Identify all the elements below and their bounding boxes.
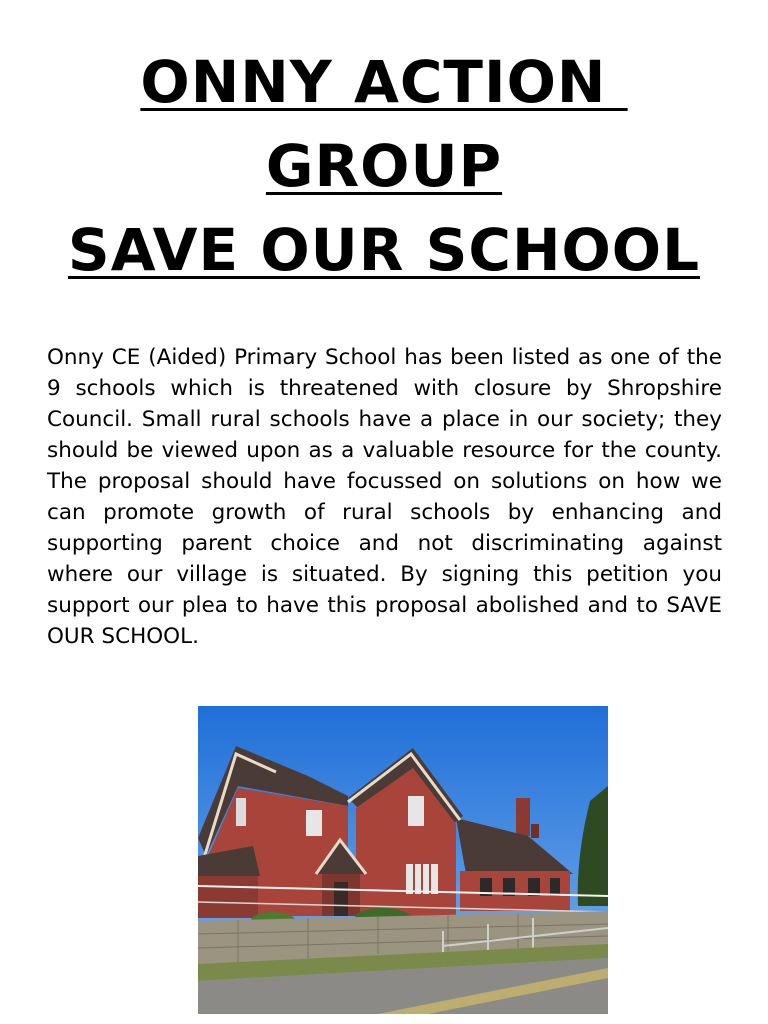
school-photo xyxy=(198,706,608,1014)
title-block xyxy=(0,40,768,292)
title-line-3: SAVE OUR SCHOOL xyxy=(67,216,701,284)
petition-paragraph: Onny CE (Aided) Primary School has been listed as one of the 9 schools which is threatened with closure by Shropshire Council. Small rural schools have a place in our society; they should be viewed upon as a valuable resource for the county. The proposal should have focussed on solutions on how we can promote growth of rural schools by enhancing and supporting parent choice and not discriminating against where our village is situated. By signing this petition you support our plea to have this proposal abolished and to SAVE OUR SCHOOL. xyxy=(47,345,722,649)
title-line-2: GROUP xyxy=(265,132,503,200)
title-line-1: ONNY ACTION xyxy=(140,48,628,116)
school-building-image xyxy=(198,706,608,1014)
